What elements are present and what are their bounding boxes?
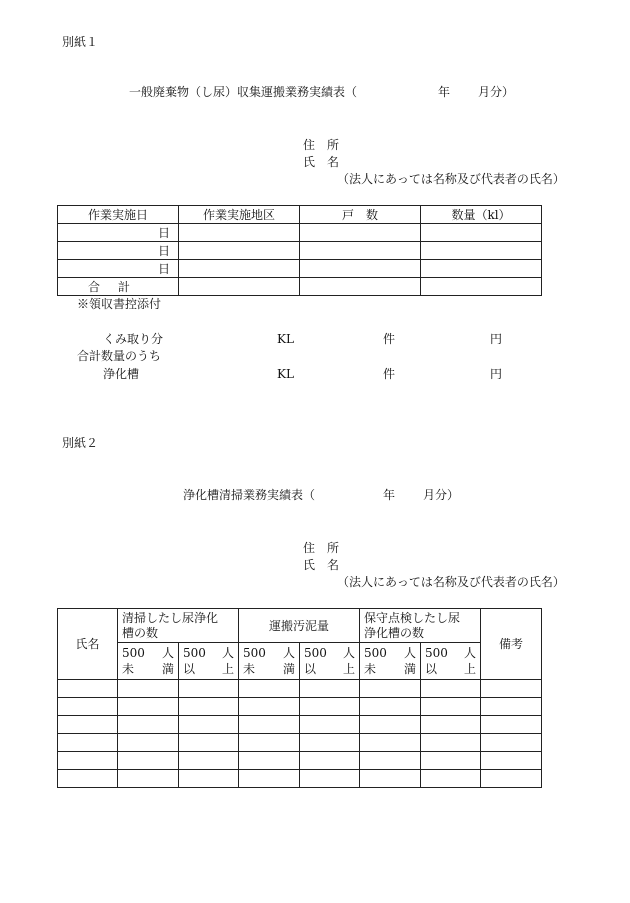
area-cell[interactable]	[179, 224, 300, 242]
table-row	[58, 770, 542, 788]
table-cell[interactable]	[300, 680, 360, 698]
table-cell[interactable]	[360, 734, 421, 752]
table-cell[interactable]	[300, 734, 360, 752]
sheet2-year-label: 年	[383, 488, 396, 502]
table-cell[interactable]	[421, 680, 481, 698]
total-households-cell[interactable]	[300, 278, 421, 296]
header-inspected-tanks	[360, 609, 481, 643]
table-cell[interactable]	[179, 752, 239, 770]
table-cell[interactable]	[118, 770, 179, 788]
day-cell: 日	[58, 224, 179, 242]
households-cell[interactable]	[300, 242, 421, 260]
table-cell[interactable]	[179, 734, 239, 752]
subheader-under-500: 500 人 未 満	[239, 643, 300, 680]
sheet1-name-label: 氏 名	[303, 155, 340, 169]
header-cleaned-tanks-line1: 清掃したし尿浄化	[122, 610, 219, 625]
sheet2-title: 浄化槽清掃業務実績表（	[183, 488, 316, 502]
table-row	[58, 752, 542, 770]
table-cell[interactable]	[360, 698, 421, 716]
table-cell[interactable]	[179, 698, 239, 716]
quantity-cell[interactable]	[421, 260, 542, 278]
quantity-cell[interactable]	[421, 242, 542, 260]
summary-row2-label: 浄化槽	[103, 367, 140, 381]
sheet2-name-label: 氏 名	[303, 558, 340, 572]
table-cell[interactable]	[481, 734, 542, 752]
table-cell[interactable]	[239, 752, 300, 770]
table-cell[interactable]	[118, 734, 179, 752]
total-label: 合計	[58, 278, 179, 296]
table-cell[interactable]	[421, 752, 481, 770]
header-households: 戸 数	[300, 206, 421, 224]
total-quantity-cell[interactable]	[421, 278, 542, 296]
summary-row1-label: くみ取り分	[103, 332, 164, 346]
table-cell[interactable]	[481, 716, 542, 734]
sheet1-title: 一般廃棄物（し尿）収集運搬業務実績表（	[129, 85, 358, 99]
table-cell[interactable]	[481, 698, 542, 716]
sheet1-year-label: 年	[438, 85, 451, 99]
table-cell[interactable]	[239, 698, 300, 716]
table-cell[interactable]	[239, 680, 300, 698]
table-cell[interactable]	[360, 770, 421, 788]
table-cell[interactable]	[118, 752, 179, 770]
table-cell[interactable]	[58, 680, 118, 698]
sheet1-note: （法人にあっては名称及び代表者の氏名）	[337, 172, 565, 186]
table-row	[58, 260, 542, 278]
table-cell[interactable]	[421, 698, 481, 716]
table-cell[interactable]	[239, 734, 300, 752]
area-cell[interactable]	[179, 242, 300, 260]
table-cell[interactable]	[300, 716, 360, 734]
table-cell[interactable]	[300, 698, 360, 716]
table-row	[58, 734, 542, 752]
header-inspected-tanks-line2: 浄化槽の数	[364, 625, 425, 640]
sheet2-label: 別紙２	[62, 436, 99, 450]
summary-row2-kl: KL	[277, 367, 294, 381]
table-cell[interactable]	[421, 770, 481, 788]
header-name: 氏名	[58, 609, 118, 680]
total-row	[58, 278, 542, 296]
subheader-over-500: 500 人 以 上	[300, 643, 360, 680]
header-work-date: 作業実施日	[58, 206, 179, 224]
table-cell[interactable]	[239, 770, 300, 788]
table-cell[interactable]	[179, 716, 239, 734]
table-cell[interactable]	[179, 770, 239, 788]
summary-row1-kl: KL	[277, 332, 294, 346]
table-cell[interactable]	[421, 734, 481, 752]
sheet2-note: （法人にあっては名称及び代表者の氏名）	[337, 575, 565, 589]
header-inspected-tanks-line1: 保守点検したし尿	[364, 610, 461, 625]
table-cell[interactable]	[300, 752, 360, 770]
summary-group-label: 合計数量のうち	[77, 349, 162, 363]
septic-cleaning-table	[57, 608, 542, 788]
summary-row1-count: 件	[383, 332, 396, 346]
table-cell[interactable]	[481, 680, 542, 698]
header-cleaned-tanks	[118, 609, 239, 643]
table-row	[58, 698, 542, 716]
area-cell[interactable]	[179, 260, 300, 278]
households-cell[interactable]	[300, 260, 421, 278]
table-header-row	[58, 206, 542, 224]
header-sludge-transport: 運搬汚泥量	[239, 609, 360, 643]
table-cell[interactable]	[179, 680, 239, 698]
sheet1-label: 別紙１	[62, 35, 99, 49]
table-cell[interactable]	[481, 752, 542, 770]
table-cell[interactable]	[58, 734, 118, 752]
header-work-area: 作業実施地区	[179, 206, 300, 224]
receipt-note: ※領収書控添付	[77, 297, 162, 311]
subheader-under-500: 500 人 未 満	[118, 643, 179, 680]
summary-row2-count: 件	[383, 367, 396, 381]
quantity-cell[interactable]	[421, 224, 542, 242]
table-header-row	[58, 609, 542, 643]
sheet2-month-label: 月分）	[423, 488, 460, 502]
households-cell[interactable]	[300, 224, 421, 242]
total-area-cell[interactable]	[179, 278, 300, 296]
table-cell[interactable]	[239, 716, 300, 734]
header-quantity: 数量（kl）	[421, 206, 542, 224]
sheet1-month-label: 月分）	[478, 85, 515, 99]
day-cell: 日	[58, 242, 179, 260]
sheet1-address-label: 住 所	[303, 138, 340, 152]
table-cell[interactable]	[58, 716, 118, 734]
table-cell[interactable]	[58, 698, 118, 716]
summary-row1-yen: 円	[490, 332, 503, 346]
table-cell[interactable]	[58, 770, 118, 788]
subheader-under-500: 500 人 未 満	[360, 643, 421, 680]
table-cell[interactable]	[300, 770, 360, 788]
day-cell: 日	[58, 260, 179, 278]
table-row	[58, 242, 542, 260]
table-cell[interactable]	[118, 698, 179, 716]
table-row	[58, 224, 542, 242]
table-cell[interactable]	[421, 716, 481, 734]
table-cell[interactable]	[360, 752, 421, 770]
table-cell[interactable]	[118, 680, 179, 698]
table-cell[interactable]	[481, 770, 542, 788]
subheader-over-500: 500 人 以 上	[421, 643, 481, 680]
header-remarks: 備考	[481, 609, 542, 680]
table-row	[58, 680, 542, 698]
header-cleaned-tanks-line2: 槽の数	[122, 625, 159, 640]
table-cell[interactable]	[118, 716, 179, 734]
work-results-table	[57, 205, 542, 296]
sheet2-address-label: 住 所	[303, 541, 340, 555]
table-subheader-row	[58, 643, 542, 680]
summary-row2-yen: 円	[490, 367, 503, 381]
table-cell[interactable]	[360, 716, 421, 734]
subheader-over-500: 500 人 以 上	[179, 643, 239, 680]
table-row	[58, 716, 542, 734]
table-cell[interactable]	[360, 680, 421, 698]
table-cell[interactable]	[58, 752, 118, 770]
